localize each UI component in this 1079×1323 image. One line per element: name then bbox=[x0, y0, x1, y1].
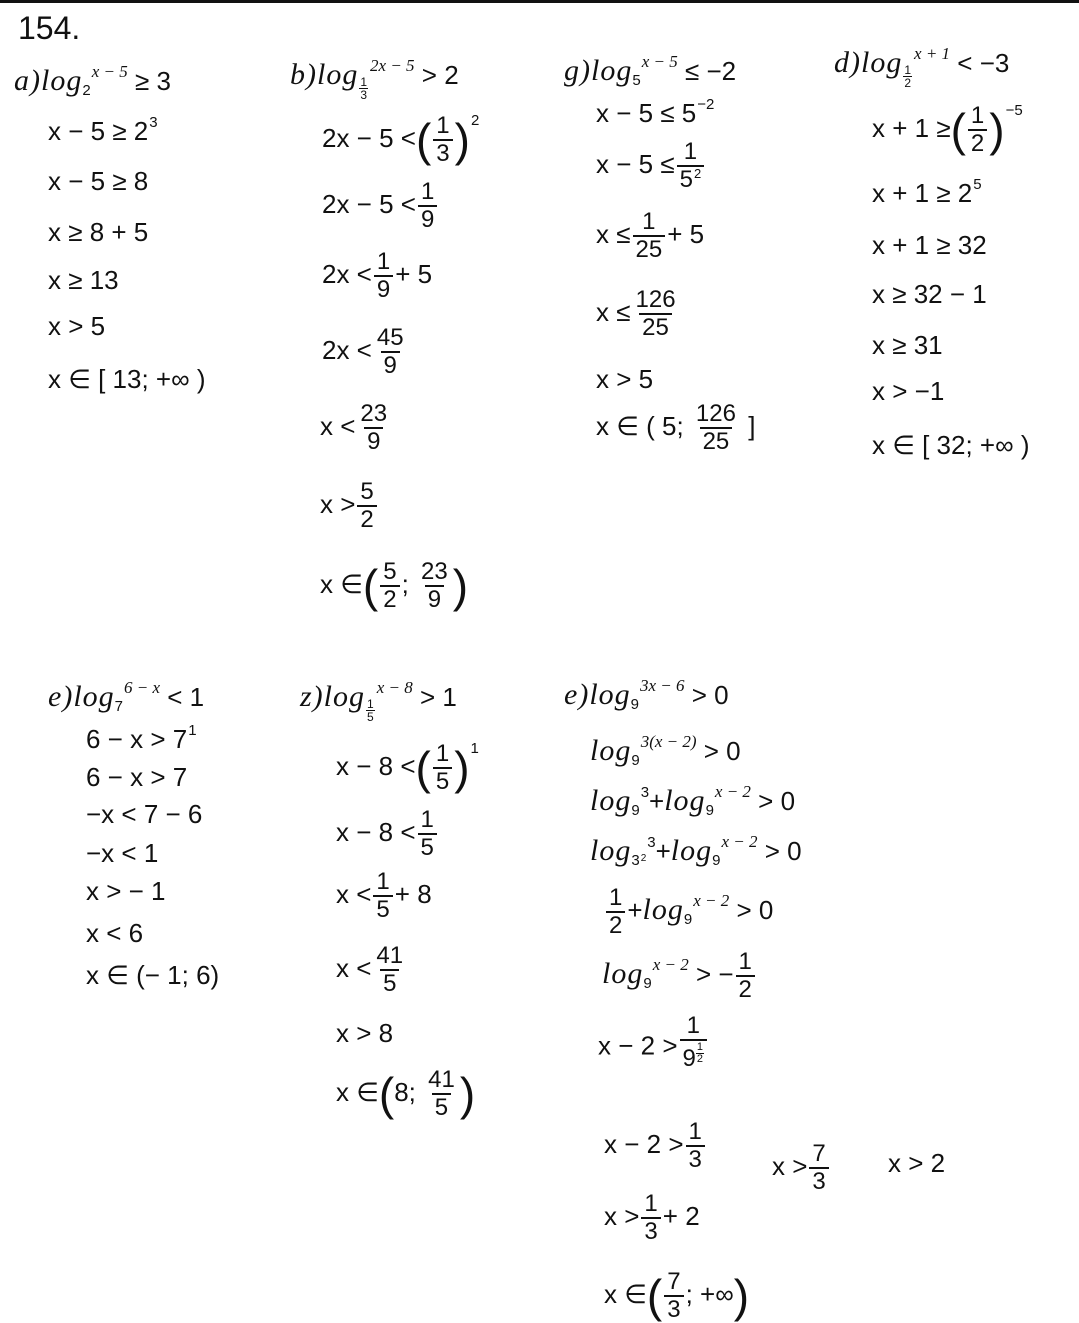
log-base-fraction: $\frac{1}{3}$ bbox=[360, 74, 368, 102]
label-g: g) bbox=[564, 54, 591, 87]
e-line-4: −x < 1 bbox=[86, 838, 159, 868]
e-line-3: −x < 7 − 6 bbox=[86, 799, 203, 829]
a-line-2: x − 5 ≥ 8 bbox=[48, 166, 149, 196]
e2-answer: x ∈( $\frac{7}{3}$ ; +∞) bbox=[604, 1268, 750, 1323]
z-line-3: x < $\frac{1}{5}$ + 8 bbox=[336, 868, 432, 923]
z-line-5: x > 8 bbox=[336, 1018, 394, 1048]
log: log bbox=[589, 678, 631, 711]
problem-number: 154. bbox=[18, 10, 81, 46]
g-line-3: x ≤ $\frac{1}{25}$ + 5 bbox=[596, 208, 705, 263]
log: log bbox=[323, 680, 366, 713]
label-a: a) bbox=[14, 64, 41, 97]
log-arg: x + 1 bbox=[914, 44, 951, 63]
e2-line-2: $\log_9^3+\log_9^{x - 2} > 0$ bbox=[590, 782, 796, 819]
label-e2: e) bbox=[564, 678, 590, 711]
problem-e2-header bbox=[564, 676, 729, 713]
log-base: 7 bbox=[114, 698, 123, 715]
log: log bbox=[317, 58, 359, 91]
problem-a-header bbox=[14, 62, 171, 99]
label-b: b) bbox=[290, 58, 317, 91]
log-arg: 6 − x bbox=[124, 678, 161, 697]
e2-line-1: $\log_9^{3(x - 2)} > 0$ bbox=[590, 732, 741, 769]
relation: > 0 bbox=[691, 680, 729, 710]
log: log bbox=[591, 54, 633, 87]
problem-b-header bbox=[290, 56, 459, 102]
problem-e-header bbox=[48, 678, 205, 715]
e-line-5: x > − 1 bbox=[86, 876, 166, 906]
e-line-1: $6 - x > 7^1$ bbox=[86, 722, 197, 754]
top-rule bbox=[0, 0, 1079, 3]
log-base-fraction: $\frac{1}{2}$ bbox=[904, 62, 912, 90]
e2-line-7b: x > $\frac{7}{3}$ bbox=[772, 1142, 831, 1194]
g-line-4: x ≤ $\frac{126}{25}$ bbox=[596, 286, 676, 341]
g-line-1: $x - 5 \le 5^{-2}$ bbox=[596, 96, 715, 128]
relation: > 1 bbox=[419, 682, 457, 712]
d-line-1: x + 1 ≥( $\frac{1}{2}$ )$^{-5}$ bbox=[872, 101, 1023, 157]
log: log bbox=[41, 64, 83, 97]
log-arg: x − 8 bbox=[376, 678, 413, 697]
d-line-6: x > −1 bbox=[872, 376, 945, 406]
e2-line-7c: x > 2 bbox=[888, 1148, 946, 1178]
d-line-5: x ≥ 31 bbox=[872, 330, 943, 360]
g-line-2: x − 5 ≤ $\frac{1}{5^2}$ bbox=[596, 140, 706, 192]
z-line-4: x < $\frac{41}{5}$ bbox=[336, 942, 404, 997]
log-arg: 3x − 6 bbox=[640, 676, 685, 695]
d-answer: x ∈ [ 32; +∞ ) bbox=[872, 430, 1030, 460]
e2-line-4: $\frac{1}{2}$ $+\log_9^{x - 2} > 0$ bbox=[604, 886, 773, 938]
relation: > 2 bbox=[421, 60, 459, 90]
e2-line-6: x − 2 > 1 9 $\frac{1}{2}$ bbox=[598, 1014, 709, 1081]
problem-z-header bbox=[300, 678, 457, 724]
log-arg: x − 5 bbox=[91, 62, 128, 81]
g-line-5: x > 5 bbox=[596, 364, 654, 394]
problem-d-header bbox=[834, 44, 1010, 90]
a-answer: x ∈ [ 13; +∞ ) bbox=[48, 364, 206, 394]
label-e: e) bbox=[48, 680, 74, 713]
relation: ≤ −2 bbox=[684, 56, 737, 86]
e2-line-5: $\log_9^{x - 2}$ > − $\frac{1}{2}$ bbox=[602, 950, 757, 1002]
log-base: 5 bbox=[632, 72, 641, 89]
d-line-4: x ≥ 32 − 1 bbox=[872, 279, 987, 309]
e-answer: x ∈ (− 1; 6) bbox=[86, 960, 220, 990]
e2-line-7: x − 2 > $\frac{1}{3}$ bbox=[604, 1120, 707, 1172]
b-answer: x ∈( $\frac{5}{2}$ ; $\frac{23}{9}$ ) bbox=[320, 558, 469, 613]
b-line-3: 2x < $\frac{1}{9}$ + 5 bbox=[322, 248, 433, 303]
a-line-3: x ≥ 8 + 5 bbox=[48, 217, 149, 247]
b-line-2: 2x − 5 < $\frac{1}{9}$ bbox=[322, 180, 439, 232]
z-line-2: x − 8 < $\frac{1}{5}$ bbox=[336, 808, 439, 860]
z-line-1: x − 8 <( $\frac{1}{5}$ )$^1$ bbox=[336, 739, 479, 795]
b-line-1: 2x − 5 <( $\frac{1}{3}$ )$^2$ bbox=[322, 111, 480, 167]
log-base: 9 bbox=[630, 696, 639, 713]
b-line-4: 2x < $\frac{45}{9}$ bbox=[322, 324, 404, 379]
label-d: d) bbox=[834, 46, 861, 79]
d-line-3: x + 1 ≥ 32 bbox=[872, 230, 987, 260]
e2-line-3: $\log_{3^2}^3+\log_9^{x - 2} > 0$ bbox=[590, 832, 802, 869]
g-answer: x ∈ ( 5; $\frac{126}{25}$ ] bbox=[596, 400, 756, 455]
a-line-4: x ≥ 13 bbox=[48, 265, 119, 295]
log: log bbox=[73, 680, 115, 713]
log-arg: 2x − 5 bbox=[370, 56, 415, 75]
e-line-6: x < 6 bbox=[86, 918, 144, 948]
label-z: z) bbox=[300, 680, 324, 713]
a-line-5: x > 5 bbox=[48, 311, 106, 341]
z-answer: x ∈(8; $\frac{41}{5}$ ) bbox=[336, 1066, 476, 1121]
problem-g-header bbox=[564, 52, 737, 89]
b-line-6: x > $\frac{5}{2}$ bbox=[320, 480, 379, 532]
relation: < −3 bbox=[957, 48, 1010, 78]
relation: < 1 bbox=[167, 682, 205, 712]
relation: ≥ 3 bbox=[134, 66, 171, 96]
log-arg: x − 5 bbox=[641, 52, 678, 71]
e-line-2: 6 − x > 7 bbox=[86, 762, 188, 792]
log-base-fraction: $\frac{1}{5}$ bbox=[367, 696, 374, 724]
log-base: 2 bbox=[82, 82, 91, 99]
a-line-1: $x - 5 \ge 2^3$ bbox=[48, 114, 158, 146]
e2-line-8: x > $\frac{1}{3}$ + 2 bbox=[604, 1190, 700, 1245]
log: log bbox=[861, 46, 903, 79]
b-line-5: x < $\frac{23}{9}$ bbox=[320, 400, 388, 455]
d-line-2: $x + 1 \ge 2^5$ bbox=[872, 176, 982, 208]
